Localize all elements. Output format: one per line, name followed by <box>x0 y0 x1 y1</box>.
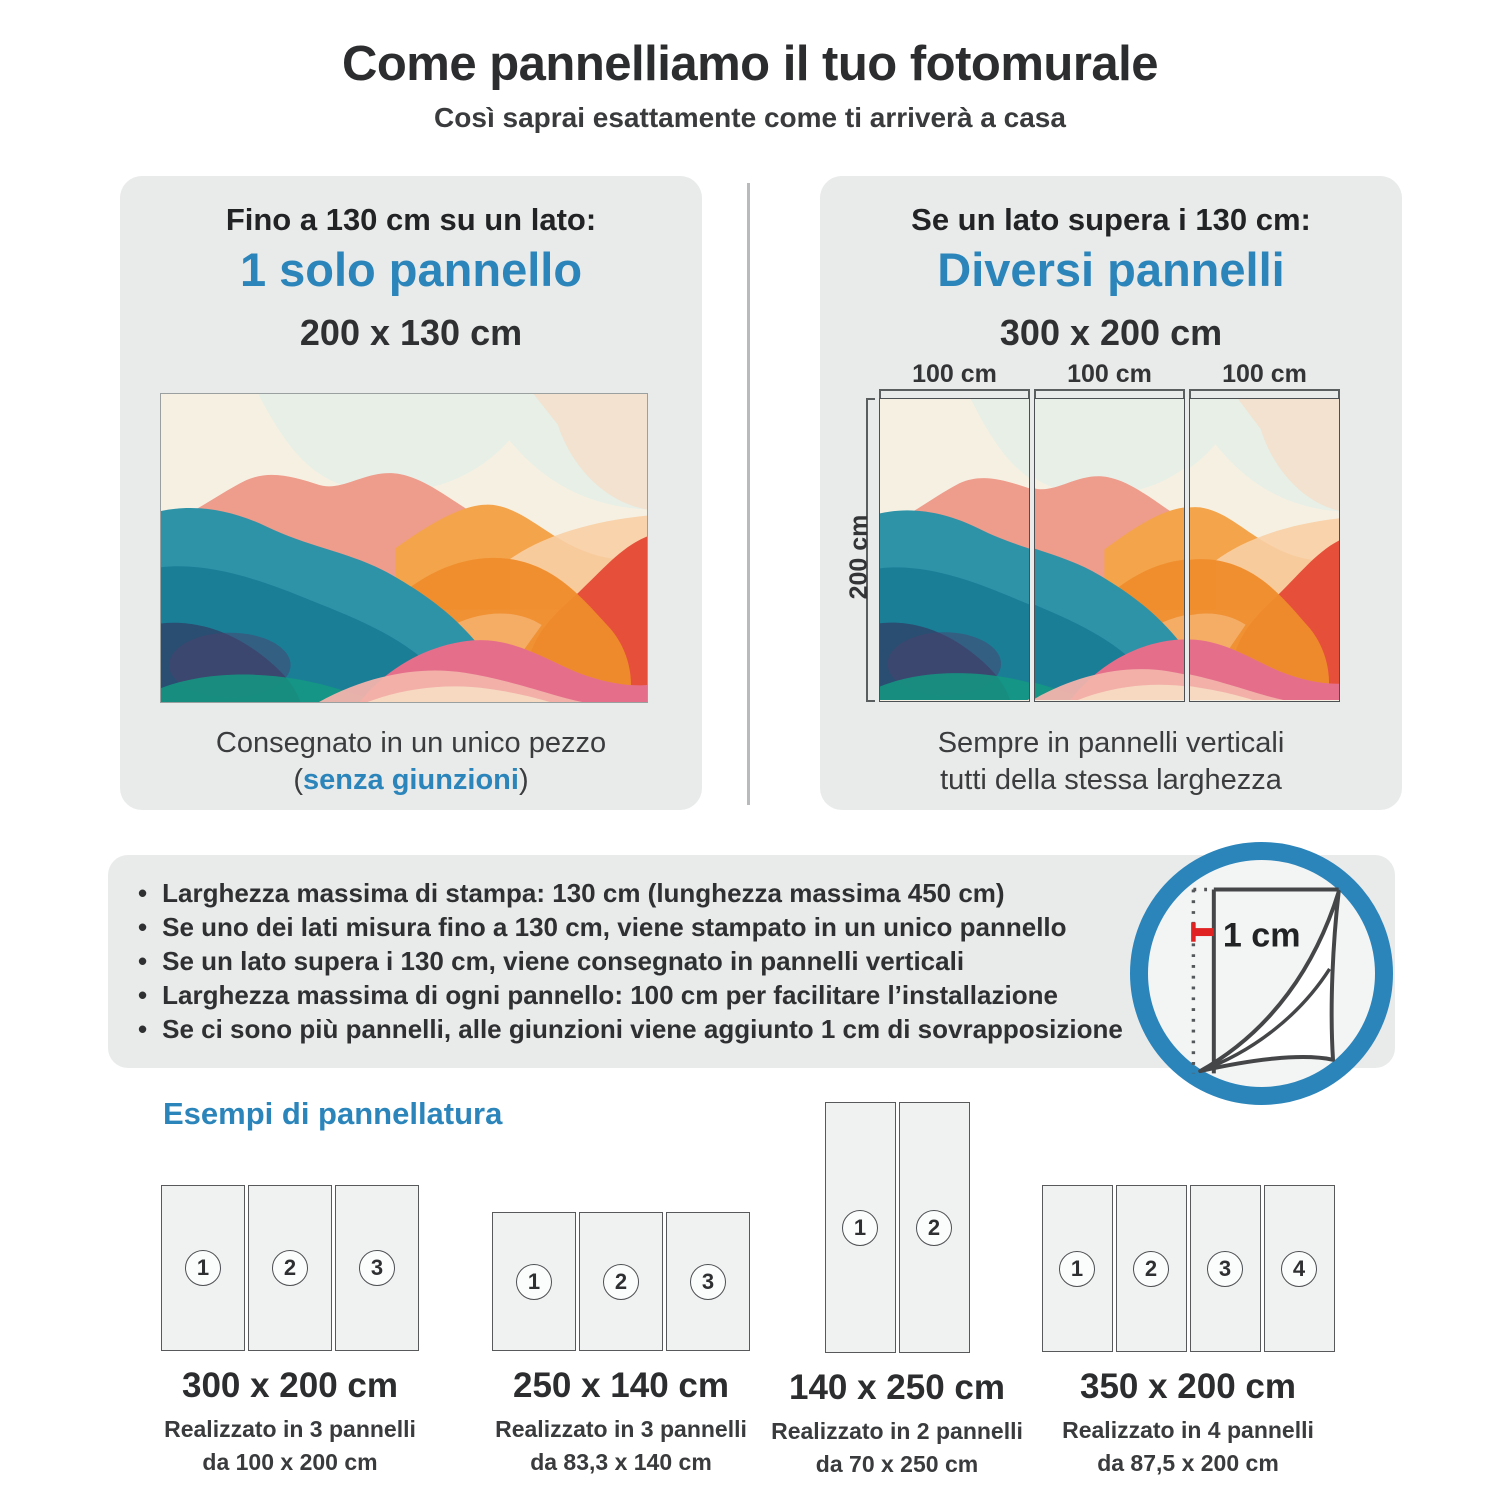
multi-panel-headline: Diversi pannelli <box>937 243 1285 296</box>
example-caption-line1: Realizzato in 3 pannelli <box>495 1416 747 1442</box>
examples-heading: Esempi di pannellatura <box>163 1096 503 1131</box>
example-1-panels <box>140 1185 440 1351</box>
single-panel-headline: 1 solo pannello <box>239 243 583 296</box>
panel-number: 3 <box>359 1250 395 1286</box>
example-panel <box>1190 1185 1261 1352</box>
example-panel <box>161 1185 245 1351</box>
example-panel <box>666 1212 750 1351</box>
single-panel-caption-line2 <box>120 764 702 797</box>
info-bullet-list <box>138 876 1178 1046</box>
panel-number: 1 <box>516 1264 552 1300</box>
example-group-2 <box>471 1212 771 1476</box>
example-caption-line2: da 100 x 200 cm <box>202 1449 378 1475</box>
info-bullet-1: • Larghezza massima di stampa: 130 cm (lunghezza massima 450 cm) <box>138 876 1178 910</box>
page-title: Come pannelliamo il tuo fotomurale <box>341 37 1159 91</box>
card-divider <box>747 183 750 805</box>
single-panel-intro: Fino a 130 cm su un lato: <box>225 202 597 237</box>
panel-number: 1 <box>185 1250 221 1286</box>
example-3-panels <box>747 1102 1047 1353</box>
panel-number: 1 <box>842 1210 878 1246</box>
single-panel-size: 200 x 130 cm <box>299 312 523 353</box>
example-4-panels <box>1038 1185 1338 1352</box>
panel-number: 2 <box>916 1210 952 1246</box>
example-group-3 <box>747 1102 1047 1478</box>
info-bullet-2: • Se uno dei lati misura fino a 130 cm, viene stampato in un unico pannello <box>138 910 1178 944</box>
width-bracket-1 <box>879 389 1030 398</box>
panel-number: 4 <box>1281 1251 1317 1287</box>
multi-panel-intro: Se un lato supera i 130 cm: <box>911 202 1311 237</box>
panel-number: 1 <box>1059 1251 1095 1287</box>
multi-panel-caption-line1: Sempre in pannelli verticali <box>937 727 1285 759</box>
width-bracket-2 <box>1034 389 1185 398</box>
example-group-1 <box>140 1185 440 1476</box>
panel-number: 2 <box>1133 1251 1169 1287</box>
example-size: 350 x 200 cm <box>1079 1367 1296 1406</box>
info-bullet-4: • Larghezza massima di ogni pannello: 100 cm per facilitare l’installazione <box>138 978 1178 1012</box>
width-label-2: 100 cm <box>1067 360 1152 388</box>
example-panel <box>1116 1185 1187 1352</box>
mural-panel-1 <box>879 398 1030 702</box>
width-label-1: 100 cm <box>912 360 997 388</box>
info-bullet-5: • Se ci sono più pannelli, alle giunzioni viene aggiunto 1 cm di sovrapposizione <box>138 1012 1178 1046</box>
example-caption-line2: da 87,5 x 200 cm <box>1097 1450 1279 1476</box>
multi-panel-card <box>820 176 1402 810</box>
mural-image-single <box>160 393 648 703</box>
example-caption-line2: da 83,3 x 140 cm <box>530 1449 712 1475</box>
example-panel <box>1264 1185 1335 1352</box>
page-subtitle: Così saprai esattamente come ti arriverà a casa <box>434 102 1066 133</box>
page-curl-icon <box>1148 860 1375 1087</box>
example-size: 140 x 250 cm <box>788 1368 1005 1407</box>
example-caption-line2: da 70 x 250 cm <box>815 1451 979 1477</box>
height-label: 200 cm <box>845 514 873 600</box>
example-panel <box>1042 1185 1113 1352</box>
paren-open: ( <box>293 764 304 796</box>
example-size: 300 x 200 cm <box>181 1366 398 1405</box>
width-bracket-3 <box>1189 389 1340 398</box>
info-bullet-3: • Se un lato supera i 130 cm, viene consegnato in pannelli verticali <box>138 944 1178 978</box>
example-caption-line1: Realizzato in 4 pannelli <box>1062 1417 1314 1443</box>
example-group-4 <box>1038 1185 1338 1477</box>
example-caption-line1: Realizzato in 2 pannelli <box>771 1418 1023 1444</box>
no-seams-highlight: senza giunzioni <box>303 764 519 796</box>
example-panel <box>335 1185 419 1351</box>
panel-number: 2 <box>603 1264 639 1300</box>
example-panel <box>248 1185 332 1351</box>
mural-panel-3 <box>1189 398 1340 702</box>
overlap-measure-label: 1 cm <box>1222 916 1301 955</box>
multi-panel-caption-line2: tutti della stessa larghezza <box>940 764 1282 796</box>
example-caption-line1: Realizzato in 3 pannelli <box>164 1416 416 1442</box>
mural-image-split <box>879 398 1340 702</box>
mural-panel-2 <box>1034 398 1185 702</box>
example-panel <box>825 1102 896 1353</box>
overlap-detail-icon <box>1130 842 1393 1105</box>
example-panel <box>579 1212 663 1351</box>
multi-panel-size: 300 x 200 cm <box>999 312 1223 353</box>
example-size: 250 x 140 cm <box>512 1366 729 1405</box>
width-label-3: 100 cm <box>1222 360 1307 388</box>
example-panel <box>899 1102 970 1353</box>
paren-close: ) <box>518 764 529 796</box>
panel-number: 3 <box>1207 1251 1243 1287</box>
single-panel-card <box>120 176 702 810</box>
example-2-panels <box>471 1212 771 1351</box>
single-panel-caption-line1: Consegnato in un unico pezzo <box>215 727 607 759</box>
panel-number: 2 <box>272 1250 308 1286</box>
example-panel <box>492 1212 576 1351</box>
panel-number: 3 <box>690 1264 726 1300</box>
